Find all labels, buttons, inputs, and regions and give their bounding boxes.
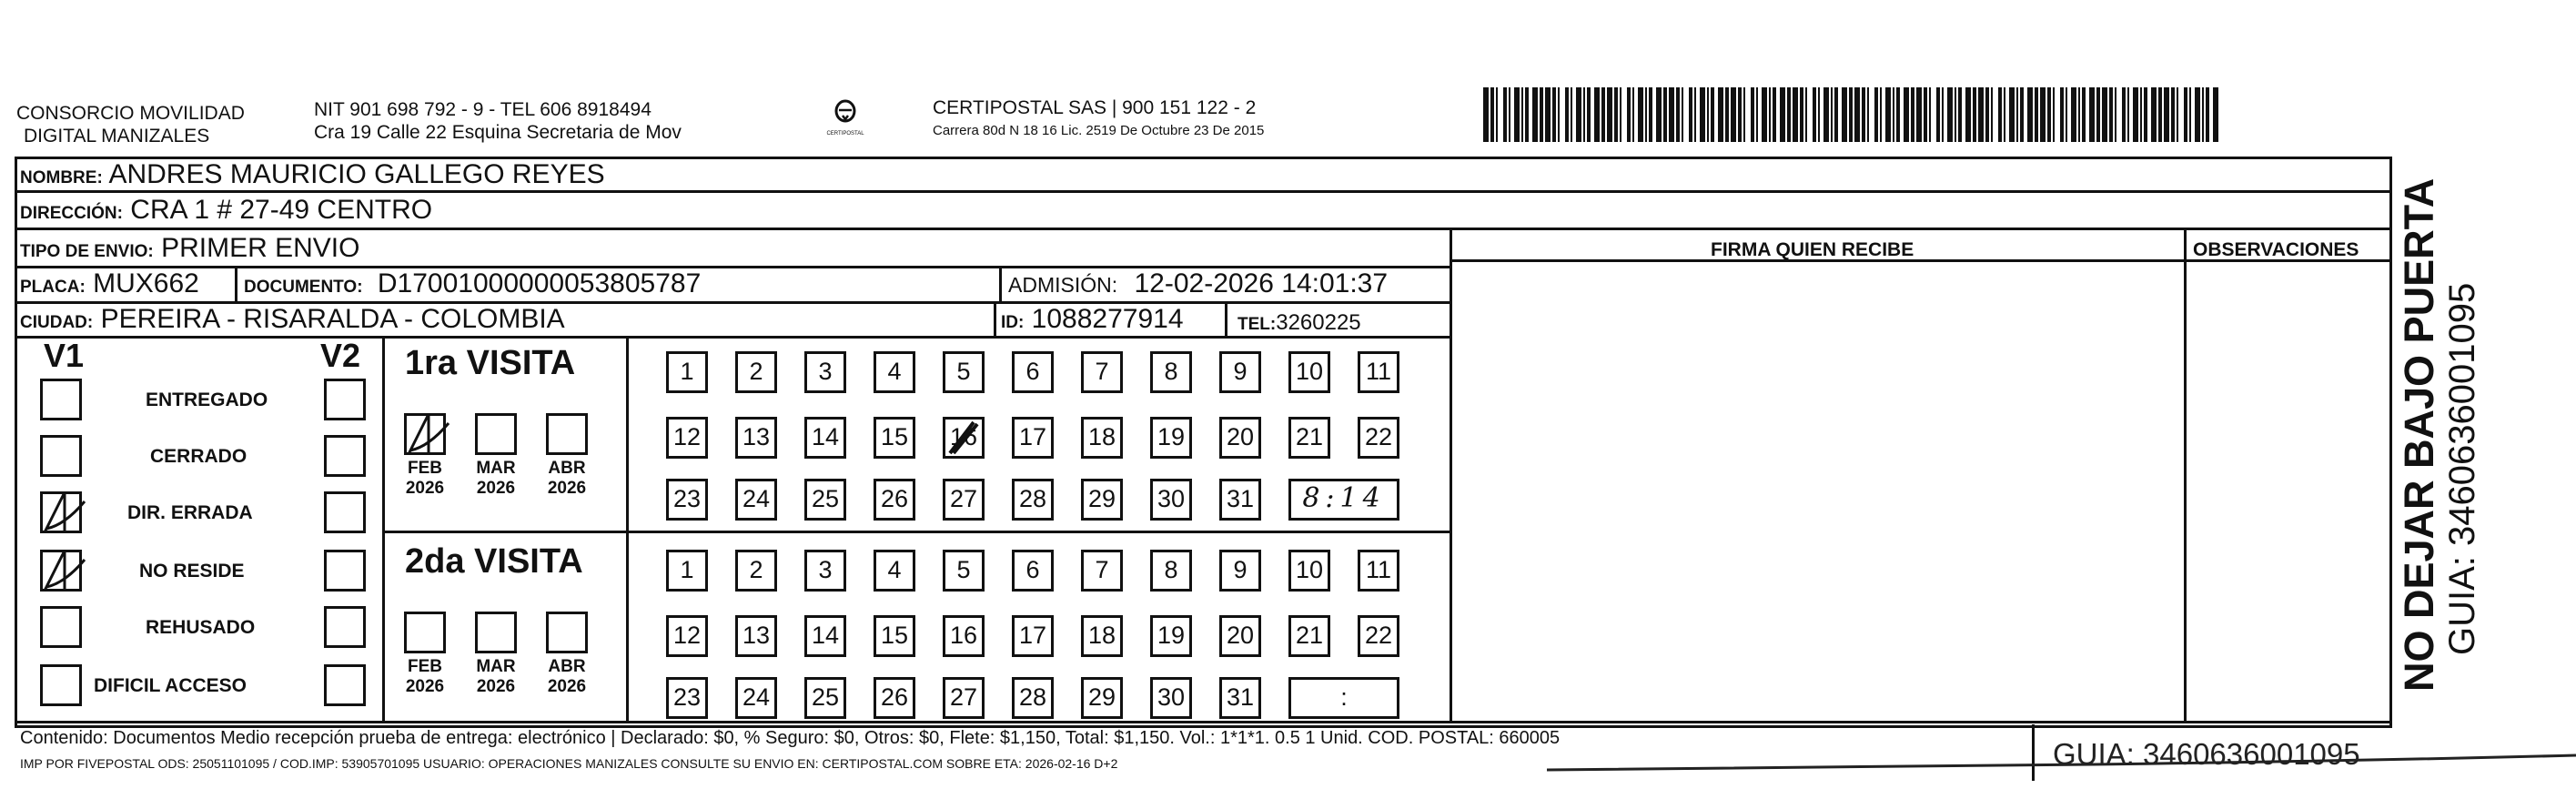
barcode-bar: [1645, 87, 1647, 142]
barcode-bar: [1725, 87, 1729, 142]
day-checkbox[interactable]: 6: [1012, 550, 1054, 592]
barcode-bar: [1842, 87, 1847, 142]
barcode-bar: [1676, 87, 1680, 142]
month-checkbox[interactable]: [404, 413, 446, 455]
barcode-bar: [1998, 87, 2002, 142]
v1-checkbox[interactable]: [40, 379, 82, 420]
barcode-bar: [2202, 87, 2204, 142]
barcode-bar: [1620, 87, 1621, 142]
handwritten-check-icon: [37, 485, 92, 540]
barcode-bar: [1594, 87, 1600, 142]
barcode-bar: [2066, 87, 2067, 142]
v2-checkbox[interactable]: [324, 435, 366, 477]
admision-value: 12-02-2026 14:01:37: [1134, 268, 1389, 298]
day-checkbox[interactable]: 15: [874, 615, 915, 657]
barcode-bar: [1769, 87, 1771, 142]
barcode-bar: [1854, 87, 1860, 142]
day-checkbox[interactable]: 7: [1081, 550, 1123, 592]
nombre-value: ANDRES MAURICIO GALLEGO REYES: [108, 159, 605, 189]
day-checkbox[interactable]: 2: [735, 351, 777, 393]
day-checkbox[interactable]: 24: [735, 677, 777, 719]
barcode-bar: [2102, 87, 2107, 142]
side-guia: GUIA: 3460636001095: [2442, 282, 2482, 655]
firma-label: FIRMA QUIEN RECIBE: [1711, 239, 1914, 260]
day-checkbox[interactable]: 17: [1012, 615, 1054, 657]
logo-text: CERTIPOSTAL: [826, 131, 864, 137]
barcode-bar: [1893, 87, 1894, 142]
certipostal-line-1: CERTIPOSTAL SAS | 900 151 122 - 2: [933, 97, 1257, 118]
day-checkbox[interactable]: 21: [1288, 417, 1330, 459]
barcode-bar: [1576, 87, 1581, 142]
month-name: ABR: [548, 459, 586, 478]
day-checkbox[interactable]: 13: [735, 417, 777, 459]
barcode-bar: [1929, 87, 1931, 142]
rule: [1225, 301, 1227, 336]
rule: [626, 336, 629, 723]
barcode-bar: [1751, 87, 1754, 142]
barcode: [1481, 87, 2226, 142]
tel-label: TEL:: [1237, 315, 1277, 334]
day-checkbox[interactable]: 3: [804, 550, 846, 592]
v1-checkbox[interactable]: [40, 664, 82, 706]
month-name: FEB: [408, 459, 442, 478]
day-checkbox[interactable]: 4: [874, 550, 915, 592]
barcode-bar: [1800, 87, 1803, 142]
month-label: [471, 657, 520, 697]
barcode-bar: [2184, 87, 2187, 142]
barcode-bar: [1731, 87, 1736, 142]
day-checkbox[interactable]: 29: [1081, 677, 1123, 719]
month-year: 2026: [547, 677, 587, 696]
barcode-bar: [2071, 87, 2076, 142]
day-checkbox[interactable]: 19: [1150, 417, 1192, 459]
day-checkbox[interactable]: 26: [874, 677, 915, 719]
barcode-bar: [1707, 87, 1709, 142]
nombre-label: NOMBRE:: [20, 168, 103, 187]
day-checkbox[interactable]: 2: [735, 550, 777, 592]
v2-label: V2: [320, 337, 361, 374]
barcode-bar: [2164, 87, 2169, 142]
day-checkbox[interactable]: 16: [943, 615, 985, 657]
status-label: NO RESIDE: [139, 561, 245, 582]
rule: [382, 336, 385, 723]
rule: [382, 531, 1450, 533]
v1-checkbox[interactable]: [40, 606, 82, 648]
barcode-bar: [1711, 87, 1714, 142]
tipo-envio-field: [20, 233, 359, 268]
v1-checkbox[interactable]: [40, 550, 82, 592]
rule: [1450, 228, 1452, 723]
barcode-bar: [2053, 87, 2055, 142]
day-checkbox[interactable]: 8: [1150, 550, 1192, 592]
barcode-bar: [1780, 87, 1785, 142]
barcode-bar: [1965, 87, 1971, 142]
barcode-bar: [1831, 87, 1833, 142]
day-checkbox[interactable]: 10: [1288, 351, 1330, 393]
barcode-bar: [1773, 87, 1776, 142]
day-checkbox[interactable]: 25: [804, 479, 846, 521]
month-year: 2026: [476, 479, 516, 498]
barcode-bar: [1718, 87, 1723, 142]
month-label: [471, 459, 520, 499]
day-checkbox[interactable]: 22: [1358, 615, 1399, 657]
barcode-bar: [1916, 87, 1922, 142]
barcode-bar: [1813, 87, 1816, 142]
barcode-bar: [1632, 87, 1634, 142]
ciudad-field: [20, 304, 565, 339]
barcode-bar: [1985, 87, 1989, 142]
status-label: REHUSADO: [146, 617, 256, 638]
barcode-bar: [2177, 87, 2178, 142]
barcode-bar: [1649, 87, 1652, 142]
day-checkbox[interactable]: 12: [666, 417, 708, 459]
day-checkbox[interactable]: 27: [943, 479, 985, 521]
contenido-line: Contenido: Documentos Medio recepción prueba de entrega: electrónico | Declarado: $0, % Seguro: $0, Otros: $0, Flete: $1,150, Total: $1,150. Vol.: 1*1*1. 0.5 1 Unid. COD. POSTAL: 660005: [20, 728, 1561, 748]
day-checkbox[interactable]: 15: [874, 417, 915, 459]
barcode-bar: [1862, 87, 1865, 142]
v1-checkbox[interactable]: [40, 435, 82, 477]
day-checkbox[interactable]: 5: [943, 550, 985, 592]
barcode-bar: [1700, 87, 1705, 142]
day-checkbox[interactable]: 1: [666, 550, 708, 592]
barcode-bar: [1514, 87, 1520, 142]
v2-checkbox[interactable]: [324, 550, 366, 592]
visit-title: 2da VISITA: [405, 542, 583, 581]
form-frame: [15, 157, 2392, 728]
month-label: [542, 459, 591, 499]
barcode-bar: [1947, 87, 1953, 142]
barcode-bar: [1656, 87, 1662, 142]
handwritten-check-icon: [401, 407, 456, 461]
day-checkbox[interactable]: 7: [1081, 351, 1123, 393]
no-dejar-bajo-puerta: NO DEJAR BAJO PUERTA: [2396, 177, 2442, 692]
barcode-bar: [2035, 87, 2038, 142]
barcode-bar: [1924, 87, 1927, 142]
nit-line-2: Cra 19 Calle 22 Esquina Secretaria de Mov: [314, 122, 682, 143]
day-checkbox[interactable]: 8: [1150, 351, 1192, 393]
barcode-bar: [1762, 87, 1767, 142]
barcode-bar: [1503, 87, 1507, 142]
barcode-bar: [1936, 87, 1940, 142]
time-field[interactable]: 8:14: [1288, 479, 1399, 521]
v2-checkbox[interactable]: [324, 491, 366, 533]
barcode-bar: [2096, 87, 2100, 142]
certipostal-line-2: Carrera 80d N 18 16 Lic. 2519 De Octubre 23 De 2015: [933, 123, 1265, 138]
ciudad-label: CIUDAD:: [20, 313, 94, 332]
ciudad-value: PEREIRA - RISARALDA - COLOMBIA: [100, 304, 565, 334]
barcode-bar: [2115, 87, 2116, 142]
barcode-bar: [1973, 87, 1976, 142]
day-checkbox[interactable]: 23: [666, 479, 708, 521]
placa-label: PLACA:: [20, 278, 86, 297]
month-name: ABR: [548, 657, 586, 676]
barcode-bar: [1483, 87, 1489, 142]
month-checkbox[interactable]: [475, 413, 517, 455]
barcode-bar: [2151, 87, 2157, 142]
barcode-bar: [2206, 87, 2209, 142]
day-checkbox[interactable]: 16: [943, 417, 985, 459]
guia-box-value: GUIA: 3460636001095: [2053, 737, 2360, 771]
time-field[interactable]: :: [1288, 677, 1399, 719]
day-checkbox[interactable]: 12: [666, 615, 708, 657]
day-checkbox[interactable]: 11: [1358, 351, 1399, 393]
direccion-value: CRA 1 # 27-49 CENTRO: [130, 195, 433, 225]
day-checkbox[interactable]: 28: [1012, 479, 1054, 521]
observaciones-label: OBSERVACIONES: [2193, 239, 2359, 260]
barcode-bar: [1565, 87, 1569, 142]
day-checkbox[interactable]: 14: [804, 417, 846, 459]
v1-label: V1: [44, 337, 85, 374]
barcode-bar: [2089, 87, 2095, 142]
day-checkbox[interactable]: 9: [1219, 351, 1261, 393]
barcode-bar: [1834, 87, 1838, 142]
barcode-bar: [1885, 87, 1891, 142]
documento-field: [244, 268, 701, 303]
month-checkbox[interactable]: [546, 413, 588, 455]
barcode-bar: [2027, 87, 2033, 142]
barcode-bar: [1583, 87, 1585, 142]
day-checkbox[interactable]: 23: [666, 677, 708, 719]
barcode-bar: [1571, 87, 1572, 142]
month-year: 2026: [476, 677, 516, 696]
barcode-bar: [2171, 87, 2175, 142]
documento-label: DOCUMENTO:: [244, 278, 363, 297]
barcode-bar: [2078, 87, 2080, 142]
barcode-bar: [2158, 87, 2162, 142]
admision-field: [1008, 268, 1388, 300]
day-checkbox[interactable]: 11: [1358, 550, 1399, 592]
month-name: MAR: [476, 459, 516, 478]
barcode-bar: [1978, 87, 1984, 142]
status-label: CERRADO: [150, 446, 247, 467]
day-checkbox[interactable]: 3: [804, 351, 846, 393]
v1-checkbox[interactable]: [40, 491, 82, 533]
day-checkbox[interactable]: 25: [804, 677, 846, 719]
barcode-bar: [2189, 87, 2191, 142]
handwritten-check-icon: [37, 543, 92, 598]
rule: [235, 266, 237, 302]
consorcio-name: [16, 102, 245, 147]
barcode-bar: [1638, 87, 1643, 142]
handwritten-check-icon: [943, 417, 985, 459]
barcode-bar: [2060, 87, 2064, 142]
barcode-bar: [1525, 87, 1529, 142]
day-checkbox[interactable]: 14: [804, 615, 846, 657]
barcode-bar: [2144, 87, 2147, 142]
day-checkbox[interactable]: 9: [1219, 550, 1261, 592]
day-checkbox[interactable]: 4: [874, 351, 915, 393]
barcode-bar: [1509, 87, 1510, 142]
barcode-bar: [1490, 87, 1494, 142]
barcode-bar: [2213, 87, 2218, 142]
barcode-bar: [1756, 87, 1758, 142]
barcode-bar: [1552, 87, 1556, 142]
day-checkbox[interactable]: 21: [1288, 615, 1330, 657]
barcode-bar: [1540, 87, 1543, 142]
side-text: [2397, 178, 2482, 692]
barcode-bar: [2082, 87, 2086, 142]
day-checkbox[interactable]: 31: [1219, 479, 1261, 521]
month-checkbox[interactable]: [404, 612, 446, 653]
documento-value: D17001000000053805787: [377, 268, 702, 298]
status-label: DIR. ERRADA: [127, 502, 253, 523]
month-year: 2026: [405, 677, 445, 696]
barcode-bar: [1867, 87, 1869, 142]
barcode-bar: [1545, 87, 1551, 142]
tel-field: [1237, 308, 1361, 340]
day-checkbox[interactable]: 18: [1081, 615, 1123, 657]
barcode-bar: [1743, 87, 1745, 142]
month-name: MAR: [476, 657, 516, 676]
nombre-field: [20, 159, 605, 194]
barcode-bar: [1818, 87, 1820, 142]
v2-checkbox[interactable]: [324, 606, 366, 648]
day-checkbox[interactable]: 31: [1219, 677, 1261, 719]
barcode-bar: [1521, 87, 1523, 142]
month-label: [542, 657, 591, 697]
v2-checkbox[interactable]: [324, 379, 366, 420]
direccion-label: DIRECCIÓN:: [20, 204, 123, 223]
day-checkbox[interactable]: 10: [1288, 550, 1330, 592]
day-checkbox[interactable]: 28: [1012, 677, 1054, 719]
barcode-bar: [1694, 87, 1696, 142]
barcode-bar: [1689, 87, 1692, 142]
barcode-bar: [1663, 87, 1667, 142]
day-checkbox[interactable]: 24: [735, 479, 777, 521]
month-name: FEB: [408, 657, 442, 676]
nit-line-1: NIT 901 698 792 - 9 - TEL 606 8918494: [314, 99, 652, 120]
barcode-bar: [1991, 87, 1993, 142]
month-label: [400, 459, 450, 499]
barcode-bar: [1607, 87, 1612, 142]
id-value: 1088277914: [1031, 304, 1184, 334]
barcode-bar: [2009, 87, 2015, 142]
barcode-bar: [1942, 87, 1944, 142]
tape-edge: [1547, 763, 2576, 770]
status-label: ENTREGADO: [146, 389, 268, 410]
rule: [994, 301, 996, 336]
barcode-bar: [1793, 87, 1798, 142]
status-label: DIFICIL ACCESO: [94, 675, 247, 696]
rule: [2184, 228, 2187, 723]
rule: [15, 721, 2392, 723]
month-year: 2026: [547, 479, 587, 498]
barcode-bar: [2195, 87, 2200, 142]
day-checkbox[interactable]: 19: [1150, 615, 1192, 657]
tipo-envio-label: TIPO DE ENVIO:: [20, 242, 154, 261]
day-checkbox[interactable]: 20: [1219, 417, 1261, 459]
day-checkbox[interactable]: 26: [874, 479, 915, 521]
certipostal-block: [933, 96, 1264, 139]
barcode-bar: [1958, 87, 1962, 142]
placa-field: [20, 268, 199, 303]
admision-label: ADMISIÓN:: [1008, 273, 1118, 297]
day-checkbox[interactable]: 6: [1012, 351, 1054, 393]
day-checkbox[interactable]: 5: [943, 351, 985, 393]
barcode-bar: [2004, 87, 2005, 142]
day-checkbox[interactable]: 1: [666, 351, 708, 393]
barcode-bar: [1627, 87, 1631, 142]
visit-title: 1ra VISITA: [405, 344, 576, 382]
barcode-bar: [1532, 87, 1538, 142]
barcode-bar: [2140, 87, 2142, 142]
barcode-bar: [2016, 87, 2018, 142]
barcode-bar: [1823, 87, 1829, 142]
id-field: [1001, 304, 1184, 339]
day-checkbox[interactable]: 30: [1150, 479, 1192, 521]
day-checkbox[interactable]: 13: [735, 615, 777, 657]
barcode-bar: [1738, 87, 1742, 142]
day-checkbox[interactable]: 20: [1219, 615, 1261, 657]
placa-value: MUX662: [93, 268, 199, 298]
month-checkbox[interactable]: [546, 612, 588, 653]
month-year: 2026: [405, 479, 445, 498]
rule: [999, 266, 1002, 302]
day-checkbox[interactable]: 17: [1012, 417, 1054, 459]
nit-block: [314, 98, 682, 144]
barcode-bar: [1896, 87, 1900, 142]
day-checkbox[interactable]: 29: [1081, 479, 1123, 521]
barcode-bar: [2040, 87, 2046, 142]
barcode-bar: [1601, 87, 1605, 142]
consorcio-line-2: DIGITAL MANIZALES: [24, 126, 210, 147]
barcode-bar: [1587, 87, 1591, 142]
barcode-bar: [2109, 87, 2113, 142]
day-checkbox[interactable]: 27: [943, 677, 985, 719]
barcode-bar: [1805, 87, 1807, 142]
barcode-bar: [1955, 87, 1956, 142]
barcode-bar: [1874, 87, 1878, 142]
barcode-bar: [1787, 87, 1791, 142]
consorcio-line-1: CONSORCIO MOVILIDAD: [16, 103, 245, 124]
barcode-bar: [1849, 87, 1853, 142]
barcode-bar: [1496, 87, 1498, 142]
day-checkbox[interactable]: 30: [1150, 677, 1192, 719]
barcode-bar: [1682, 87, 1683, 142]
barcode-bar: [1614, 87, 1618, 142]
id-label: ID:: [1001, 313, 1025, 332]
barcode-bar: [2122, 87, 2126, 142]
barcode-bar: [1911, 87, 1914, 142]
day-checkbox[interactable]: 18: [1081, 417, 1123, 459]
barcode-bar: [1558, 87, 1560, 142]
day-checkbox[interactable]: 22: [1358, 417, 1399, 459]
month-checkbox[interactable]: [475, 612, 517, 653]
barcode-bar: [1880, 87, 1882, 142]
v2-checkbox[interactable]: [324, 664, 366, 706]
month-label: [400, 657, 450, 697]
tipo-envio-value: PRIMER ENVIO: [161, 233, 360, 263]
certipostal-logo: [817, 93, 874, 147]
barcode-bar: [2133, 87, 2138, 142]
direccion-field: [20, 195, 432, 229]
barcode-bar: [1904, 87, 1909, 142]
barcode-bar: [2127, 87, 2129, 142]
tel-value: 3260225: [1276, 310, 1361, 335]
barcode-bar: [2047, 87, 2051, 142]
barcode-bar: [2020, 87, 2024, 142]
imp-line: IMP POR FIVEPOSTAL ODS: 25051101095 / COD.IMP: 53905701095 USUARIO: OPERACIONES MANIZALES CONSULTE SU ENVIO EN: CERTIPOSTAL.COM SOBRE ETA: 2026-02-16 D+2: [20, 756, 1118, 771]
barcode-bar: [1669, 87, 1674, 142]
